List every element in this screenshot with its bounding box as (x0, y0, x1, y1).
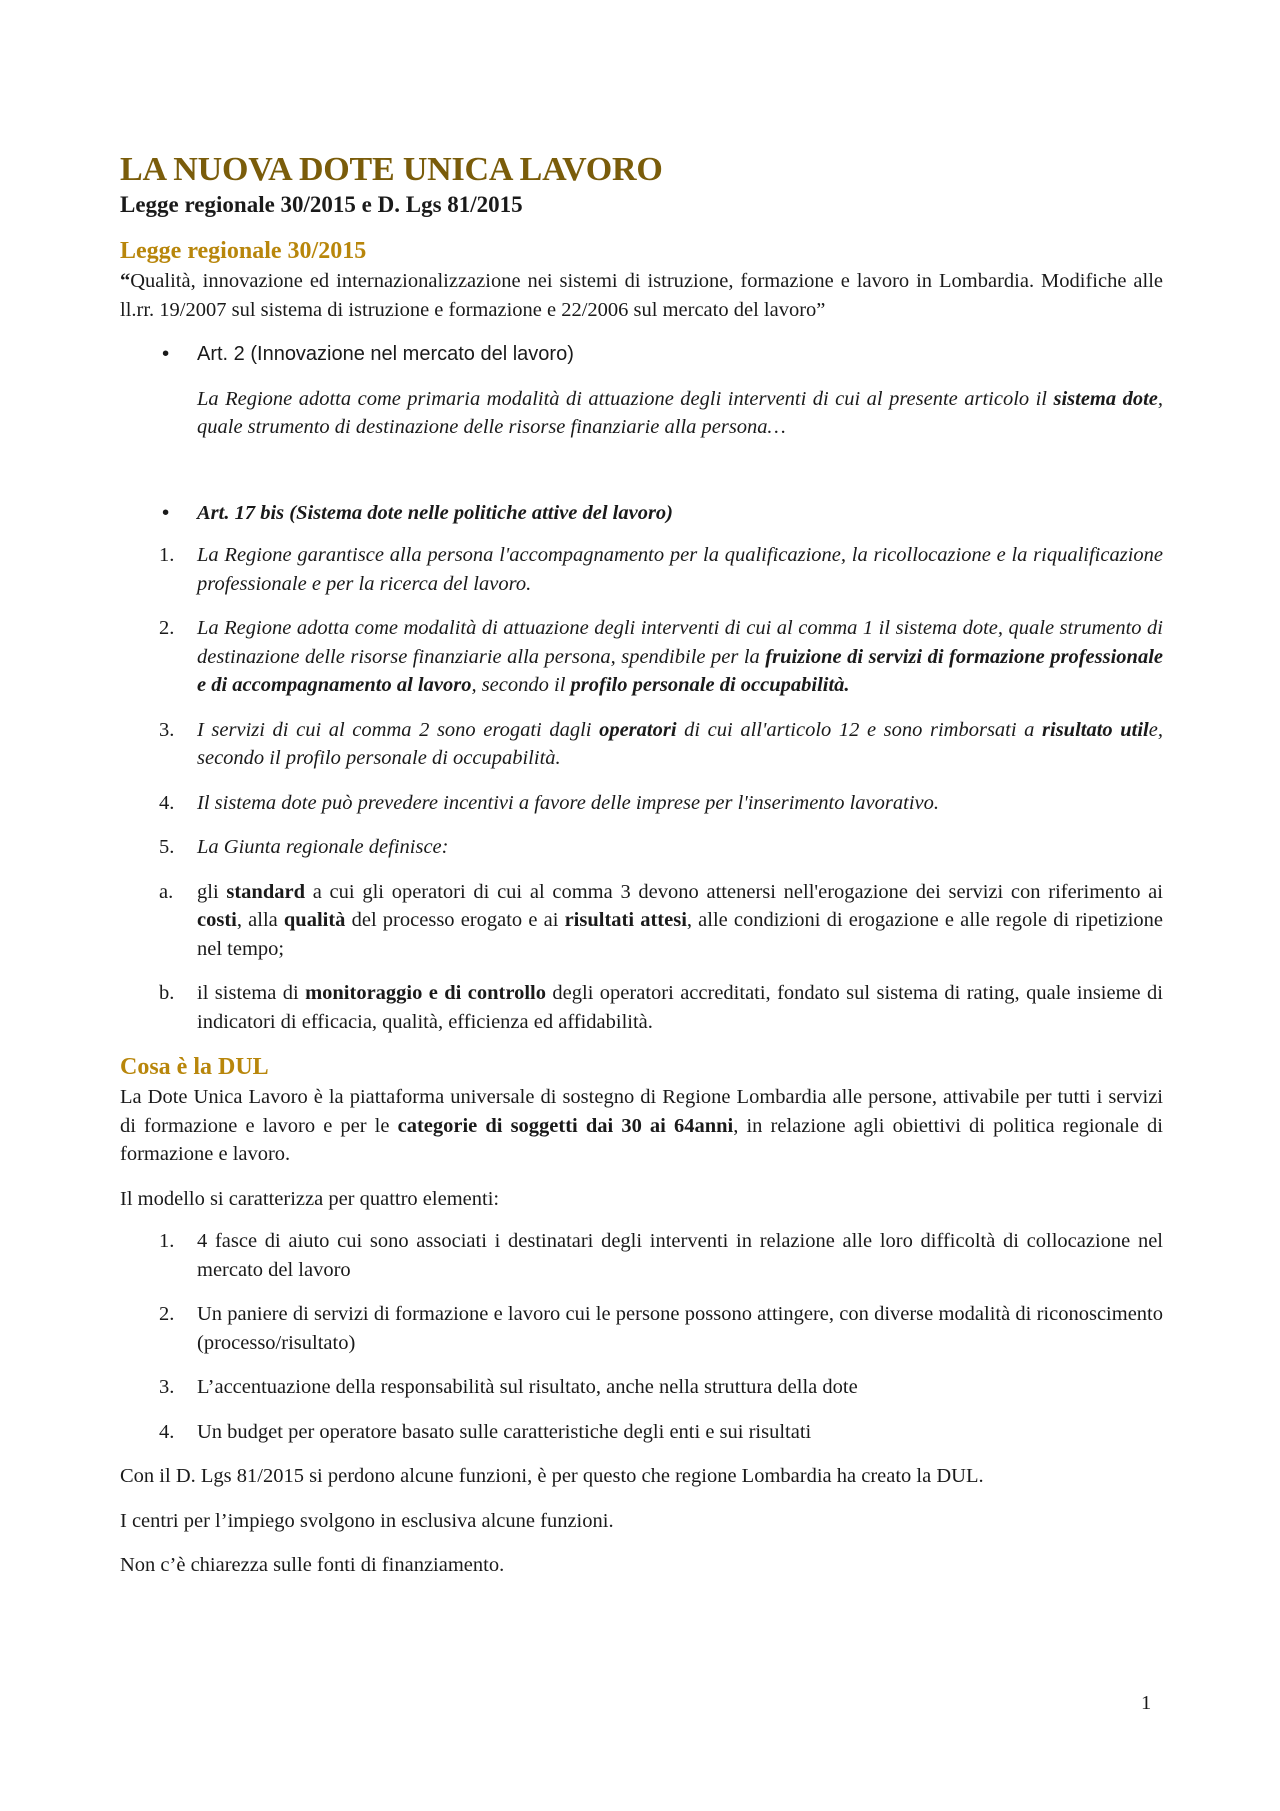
text-run: il sistema di (197, 982, 306, 1004)
text-run: qualità (283, 909, 346, 931)
art2-heading-item (120, 340, 1163, 369)
text-run: I servizi di cui al comma 2 sono erogati dagli (197, 718, 600, 741)
section-heading-legge: Legge regionale 30/2015 (120, 238, 367, 264)
art17-heading-item (120, 499, 1163, 528)
list-item-text (197, 1421, 811, 1443)
list-item (120, 541, 1163, 598)
text-run: La Regione adotta come modalità di attuazione degli interventi di cui al comma 1 il sistema dote, quale strumento di destinazione delle risorse finanziarie alla persona, spendibile per la (197, 617, 1163, 668)
list-marker: 5. (159, 836, 175, 858)
text-run: Qualità, innovazione ed internazionalizzazione nei sistemi di istruzione, formazione e lavoro in Lombardia. Modifiche alle ll.rr. 19/2007 sul sistema di istruzione e formazione e 22/2006 sul mercato del lavoro” (120, 270, 1163, 321)
document-subtitle: Legge regionale 30/2015 e D. Lgs 81/2015 (120, 192, 523, 217)
list-item (120, 979, 1163, 1036)
text-run: sistema dote (1053, 387, 1158, 410)
list-marker: 1. (159, 1230, 175, 1252)
list-item-text (197, 1376, 858, 1398)
text-run: , secondo il (471, 674, 571, 696)
text-run: operatori (599, 718, 677, 741)
text-run: Art. 17 bis (Sistema dote nelle politiche attive del lavoro) (197, 501, 674, 524)
list-item-text (197, 1303, 1163, 1354)
list-item-text (197, 1230, 1163, 1281)
text-run: Il sistema dote può prevedere incentivi a favore delle imprese per l'inserimento lavorativo. (197, 791, 940, 814)
text-run: “ (120, 270, 131, 292)
art2-text (120, 385, 1163, 442)
list-item (120, 716, 1163, 773)
text-run: Un paniere di servizi di formazione e lavoro cui le persone possono attingere, con diverse modalità di riconoscimento (processo/risultato) (197, 1303, 1163, 1354)
document-body (120, 150, 1163, 1580)
list-item-text (197, 544, 1163, 595)
text-run: , alle condizioni di erogazione e alle regole di ripetizione nel tempo; (197, 909, 1163, 960)
closing-paragraph: Non c’è chiarezza sulle fonti di finanziamento. (120, 1554, 505, 1576)
list-item (120, 789, 1163, 818)
text-run: , quale strumento di destinazione delle risorse finanziarie alla persona… (197, 387, 1163, 438)
text-run: fruizione di servizi di formazione professionale e di accompagnamento al lavoro (197, 645, 1163, 696)
text-run: risultato util (1042, 718, 1149, 741)
bullet-marker: • (162, 342, 170, 365)
bullet-marker: • (162, 500, 170, 524)
text-run: risultati attesi (564, 909, 687, 931)
model-elements-list (120, 1227, 1163, 1446)
art2-heading: Art. 2 (Innovazione nel mercato del lavoro) (197, 343, 574, 365)
list-item (120, 1373, 1163, 1402)
list-item-text (197, 792, 939, 814)
list-item (120, 1227, 1163, 1284)
text-run: a cui gli operatori di cui al comma 3 devono attenersi nell'erogazione dei servizi con riferimento ai (304, 880, 1163, 903)
closing-paragraph: I centri per l’impiego svolgono in esclusiva alcune funzioni. (120, 1509, 614, 1532)
text-run: L’accentuazione della responsabilità sul risultato, anche nella struttura della dote (197, 1376, 858, 1398)
text-run: La Regione garantisce alla persona l'accompagnamento per la qualificazione, la ricollocazione e la riqualificazione professionale e per la ricerca del lavoro. (197, 544, 1163, 595)
list-marker: 1. (159, 544, 175, 566)
text-run: categorie di soggetti dai 30 ai 64anni (397, 1114, 734, 1137)
list-item-text (197, 836, 448, 858)
list-marker: 3. (159, 718, 175, 741)
page-number: 1 (1141, 1692, 1152, 1714)
text-run: profilo personale di occupabilità. (570, 674, 850, 696)
list-item (120, 833, 1163, 862)
list-marker: 4. (159, 791, 175, 814)
text-run: , in relazione agli obiettivi di politica regionale di formazione e lavoro. (120, 1114, 1163, 1165)
text-run: La Giunta regionale definisce: (197, 836, 449, 858)
list-item (120, 878, 1163, 964)
list-item (120, 614, 1163, 700)
section-heading-dul: Cosa è la DUL (120, 1054, 269, 1080)
text-run: La Dote Unica Lavoro è la piattaforma universale di sostegno di Regione Lombardia alle persone, attivabile per tutti i servizi di formazione e lavoro e per le (120, 1086, 1163, 1137)
closing-paragraph: Con il D. Lgs 81/2015 si perdono alcune funzioni, è per questo che regione Lombardia ha creato la DUL. (120, 1465, 984, 1487)
text-run: standard (226, 880, 305, 903)
text-run: Un budget per operatore basato sulle caratteristiche degli enti e sui risultati (197, 1420, 812, 1443)
text-run: del processo erogato e ai (345, 909, 565, 931)
list-marker: 2. (159, 617, 175, 639)
text-run: gli (197, 880, 227, 903)
list-item-text (197, 982, 1163, 1033)
list-item (120, 1300, 1163, 1357)
list-marker: a. (159, 880, 174, 903)
text-run: La Regione adotta come primaria modalità di attuazione degli interventi di cui al presente articolo il (197, 387, 1054, 410)
art17-list (120, 541, 1163, 1036)
list-marker: 2. (159, 1303, 175, 1325)
text-run: degli operatori accreditati, fondato sul sistema di rating, quale insieme di indicatori di efficacia, qualità, efficienza ed affidabilità. (197, 982, 1163, 1033)
model-intro: Il modello si caratterizza per quattro elementi: (120, 1187, 500, 1210)
text-run: di cui all'articolo 12 e sono rimborsati a (676, 718, 1043, 741)
law-title-quote (120, 267, 1163, 324)
text-run: , alla (236, 909, 284, 931)
list-marker: b. (159, 982, 175, 1004)
list-marker: 4. (159, 1420, 175, 1443)
list-item (120, 1418, 1163, 1447)
text-run: e, secondo il profilo personale di occupabilità. (197, 718, 1163, 769)
list-item-text (197, 881, 1163, 960)
text-run: monitoraggio e di controllo (305, 982, 546, 1004)
art17-heading (197, 502, 673, 524)
list-marker: 3. (159, 1376, 175, 1398)
list-item-text (197, 617, 1163, 696)
text-run: 4 fasce di aiuto cui sono associati i destinatari degli interventi in relazione alle loro difficoltà di collocazione nel mercato del lavoro (197, 1230, 1163, 1281)
list-item-text (197, 719, 1163, 770)
dul-intro (120, 1083, 1163, 1169)
document-title: LA NUOVA DOTE UNICA LAVORO (120, 151, 663, 188)
text-run: costi (197, 909, 237, 931)
